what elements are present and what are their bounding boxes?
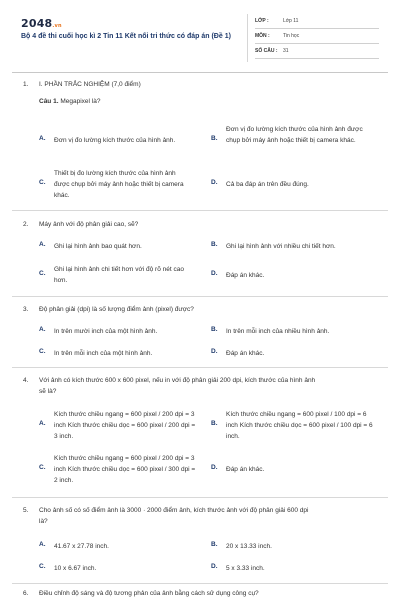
option-letter: A. xyxy=(39,241,46,248)
option-letter: D. xyxy=(211,179,218,186)
question-3-text: Độ phân giải (dpi) là số lượng điểm ảnh (pixel) được? xyxy=(39,306,194,313)
meta-class-key: LỚP : xyxy=(255,18,269,24)
option-text: In trên mười inch của một hình ảnh. xyxy=(54,328,158,335)
header-divider-vertical xyxy=(247,14,248,62)
option-text: 5 x 3.33 inch. xyxy=(226,565,265,572)
page-header xyxy=(0,0,400,72)
option-text: In trên mỗi inch của nhiều hình ảnh. xyxy=(226,328,330,335)
logo-suffix: .vn xyxy=(52,23,62,29)
option-text: Đáp án khác. xyxy=(226,272,265,279)
question-4-text-line1: Với ảnh có kích thước 600 x 600 pixel, nếu in với độ phân giải 200 dpi, kích thước của hình ảnh xyxy=(39,377,316,384)
option-letter: A. xyxy=(39,420,46,427)
option-text: Kích thước chiều ngang = 600 pixel / 200 dpi = 3 inch Kích thước chiều dọc = 600 pixel / 300 dpi = 2 inch. xyxy=(54,455,196,484)
option-letter: B. xyxy=(211,541,218,548)
option-text: Ghi lại hình ảnh bao quát hơn. xyxy=(54,243,142,250)
option-letter: D. xyxy=(211,270,218,277)
option-text: 10 x 6.67 inch. xyxy=(54,565,97,572)
option-text: 41.67 x 27.78 inch. xyxy=(54,543,109,550)
document-title: Bộ 4 đề thi cuối học kì 2 Tin 11 Kết nối tri thức có đáp án (Đề 1) xyxy=(21,33,231,40)
option-text: 20 x 13.33 inch. xyxy=(226,543,272,550)
question-divider xyxy=(12,296,388,297)
option-letter: C. xyxy=(39,179,46,186)
option-text: Đáp án khác. xyxy=(226,350,265,357)
question-divider xyxy=(12,367,388,368)
option-text: In trên mỗi inch của một hình ảnh. xyxy=(54,350,153,357)
meta-count-row xyxy=(255,45,379,59)
option-text: Đơn vị đo lường kích thước của hình ảnh. xyxy=(54,137,176,144)
option-letter: A. xyxy=(39,135,46,142)
option-text: Ghi lại hình ảnh chi tiết hơn với độ rõ nét cao hơn. xyxy=(54,266,184,284)
question-1-text: Megapixel là? xyxy=(58,98,101,105)
option-letter: C. xyxy=(39,563,46,570)
question-6-text: Điều chỉnh độ sáng và độ tương phản của ảnh bằng cách sử dụng công cụ? xyxy=(39,590,259,597)
option-letter: B. xyxy=(211,135,218,142)
option-text: Cả ba đáp án trên đều đúng. xyxy=(226,181,309,188)
question-divider xyxy=(12,497,388,498)
meta-subject-key: MÔN : xyxy=(255,33,270,39)
logo-text: 2048 xyxy=(21,17,53,30)
question-number: 6. xyxy=(23,590,29,597)
option-letter: C. xyxy=(39,270,46,277)
meta-subject-value: Tin học xyxy=(283,33,300,39)
option-text: Kích thước chiều ngang = 600 pixel / 200 dpi = 3 inch Kích thước chiều dọc = 600 pixel / 200 dpi = 3 inch. xyxy=(54,411,196,440)
section-title: I. PHẦN TRẮC NGHIỆM (7,0 điểm) xyxy=(39,81,141,88)
option-letter: D. xyxy=(211,348,218,355)
option-letter: A. xyxy=(39,541,46,548)
question-number: 3. xyxy=(23,306,29,313)
question-divider xyxy=(12,583,388,584)
question-1-prompt xyxy=(39,98,100,105)
meta-count-key: SỐ CÂU : xyxy=(255,48,278,54)
option-letter: C. xyxy=(39,464,46,471)
option-text: Đáp án khác. xyxy=(226,466,265,473)
option-letter: C. xyxy=(39,348,46,355)
question-1-label: Câu 1. xyxy=(39,98,59,105)
meta-class-value: Lớp 11 xyxy=(283,18,299,24)
site-logo[interactable] xyxy=(21,17,62,30)
option-letter: A. xyxy=(39,326,46,333)
question-number: 5. xyxy=(23,507,29,514)
question-number: 4. xyxy=(23,377,29,384)
question-2-text: Máy ảnh với độ phân giải cao, sẽ? xyxy=(39,221,139,228)
meta-subject-row xyxy=(255,30,379,44)
header-divider xyxy=(12,72,388,73)
option-letter: D. xyxy=(211,464,218,471)
question-divider xyxy=(12,210,388,211)
option-text: Đơn vị đo lường kích thước của hình ảnh được chụp bởi máy ảnh hoặc thiết bị camera khác. xyxy=(226,126,363,144)
option-letter: B. xyxy=(211,241,218,248)
option-text: Ghi lại hình ảnh với nhiều chi tiết hơn. xyxy=(226,243,336,250)
question-number: 2. xyxy=(23,221,29,228)
option-letter: D. xyxy=(211,563,218,570)
option-text: Thiết bị đo lường kích thước của hình ảnh được chụp bởi máy ảnh hoặc thiết bị camera khác. xyxy=(54,170,184,199)
meta-count-value: 31 xyxy=(283,48,289,54)
question-5-text-line2: là? xyxy=(39,518,48,525)
question-number: 1. xyxy=(23,81,29,88)
question-4-text-line2: sẽ là? xyxy=(39,388,57,395)
meta-class-row xyxy=(255,15,379,29)
option-letter: B. xyxy=(211,420,218,427)
question-5-text-line1: Cho ảnh số có số điểm ảnh là 3000 · 2000 điểm ảnh, kích thước ảnh với độ phân giải 600 dpi xyxy=(39,507,309,514)
option-letter: B. xyxy=(211,326,218,333)
option-text: Kích thước chiều ngang = 600 pixel / 100 dpi = 6 inch Kích thước chiều dọc = 600 pixel / 100 dpi = 6 inch. xyxy=(226,411,373,440)
